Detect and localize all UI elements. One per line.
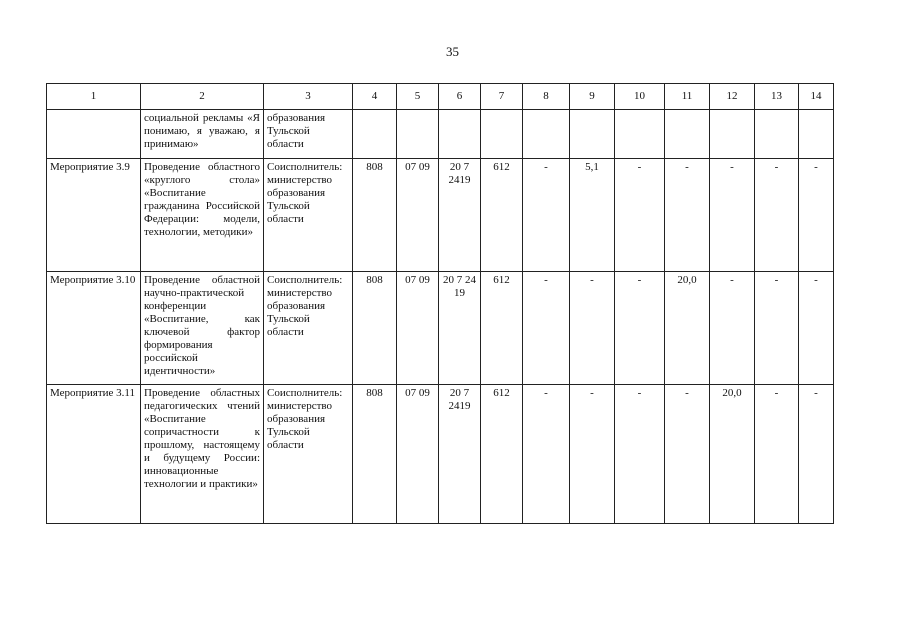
event-name-cell: Мероприятие 3.11 <box>47 385 141 524</box>
data-cell <box>615 110 665 159</box>
data-cell: - <box>615 272 665 385</box>
data-cell: - <box>615 385 665 524</box>
data-cell <box>710 110 755 159</box>
data-cell <box>353 110 397 159</box>
event-name-cell: Мероприятие 3.10 <box>47 272 141 385</box>
data-cell: - <box>615 159 665 272</box>
data-cell <box>665 110 710 159</box>
data-cell: 808 <box>353 272 397 385</box>
data-cell: 612 <box>481 159 523 272</box>
data-cell <box>481 110 523 159</box>
data-cell: - <box>523 272 570 385</box>
column-header: 7 <box>481 84 523 110</box>
column-header: 10 <box>615 84 665 110</box>
data-cell: - <box>799 385 834 524</box>
data-cell: - <box>755 385 799 524</box>
table-row <box>47 110 834 159</box>
event-description-cell: Проведение областных педагогических чтений «Воспитание сопричастности к прошлому, настоящему и будущему России: инновационные технологии и практики» <box>141 385 264 524</box>
event-name-cell <box>47 110 141 159</box>
budget-table <box>46 83 834 524</box>
column-header: 8 <box>523 84 570 110</box>
data-cell <box>439 110 481 159</box>
table-row <box>47 272 834 385</box>
data-cell: - <box>799 159 834 272</box>
data-cell: - <box>665 159 710 272</box>
column-header: 3 <box>264 84 353 110</box>
data-cell: 20 7 2419 <box>439 159 481 272</box>
event-description-cell: Проведение областного «круглого стола» «Воспитание гражданина Российской Федерации: модели, технологии, методики» <box>141 159 264 272</box>
header-row <box>47 84 834 110</box>
data-cell: - <box>523 385 570 524</box>
data-cell: - <box>710 272 755 385</box>
data-cell: - <box>755 272 799 385</box>
data-cell: 808 <box>353 159 397 272</box>
data-cell: - <box>570 272 615 385</box>
data-cell: 07 09 <box>397 159 439 272</box>
column-header: 1 <box>47 84 141 110</box>
column-header: 12 <box>710 84 755 110</box>
data-cell: 07 09 <box>397 272 439 385</box>
column-header: 11 <box>665 84 710 110</box>
data-cell <box>799 110 834 159</box>
executor-cell: Соисполнитель: министерство образования Тульской области <box>264 159 353 272</box>
event-name-cell: Мероприятие 3.9 <box>47 159 141 272</box>
data-cell: 5,1 <box>570 159 615 272</box>
data-cell <box>523 110 570 159</box>
column-header: 5 <box>397 84 439 110</box>
column-header: 9 <box>570 84 615 110</box>
data-cell: 07 09 <box>397 385 439 524</box>
data-cell: - <box>799 272 834 385</box>
data-cell: 808 <box>353 385 397 524</box>
data-cell: - <box>710 159 755 272</box>
event-description-cell: Проведение областной научно-практической конференции «Воспитание, как ключевой фактор формирования российской идентичности» <box>141 272 264 385</box>
table-row <box>47 159 834 272</box>
data-cell: 20 7 2419 <box>439 385 481 524</box>
column-header: 14 <box>799 84 834 110</box>
data-cell: 20 7 24 19 <box>439 272 481 385</box>
column-header: 13 <box>755 84 799 110</box>
data-cell <box>755 110 799 159</box>
executor-cell: Соисполнитель: министерство образования Тульской области <box>264 385 353 524</box>
page-number: 35 <box>446 44 459 59</box>
data-cell: 20,0 <box>665 272 710 385</box>
data-cell: - <box>755 159 799 272</box>
executor-cell: Соисполнитель: министерство образования Тульской области <box>264 272 353 385</box>
data-cell: 612 <box>481 272 523 385</box>
event-description-cell: социальной рекламы «Я понимаю, я уважаю, я принимаю» <box>141 110 264 159</box>
data-cell <box>397 110 439 159</box>
column-header: 2 <box>141 84 264 110</box>
data-cell: 20,0 <box>710 385 755 524</box>
table-row <box>47 385 834 524</box>
data-cell: - <box>523 159 570 272</box>
data-cell <box>570 110 615 159</box>
data-cell: 612 <box>481 385 523 524</box>
column-header: 6 <box>439 84 481 110</box>
data-cell: - <box>665 385 710 524</box>
column-header: 4 <box>353 84 397 110</box>
data-cell: - <box>570 385 615 524</box>
executor-cell: образования Тульской области <box>264 110 353 159</box>
